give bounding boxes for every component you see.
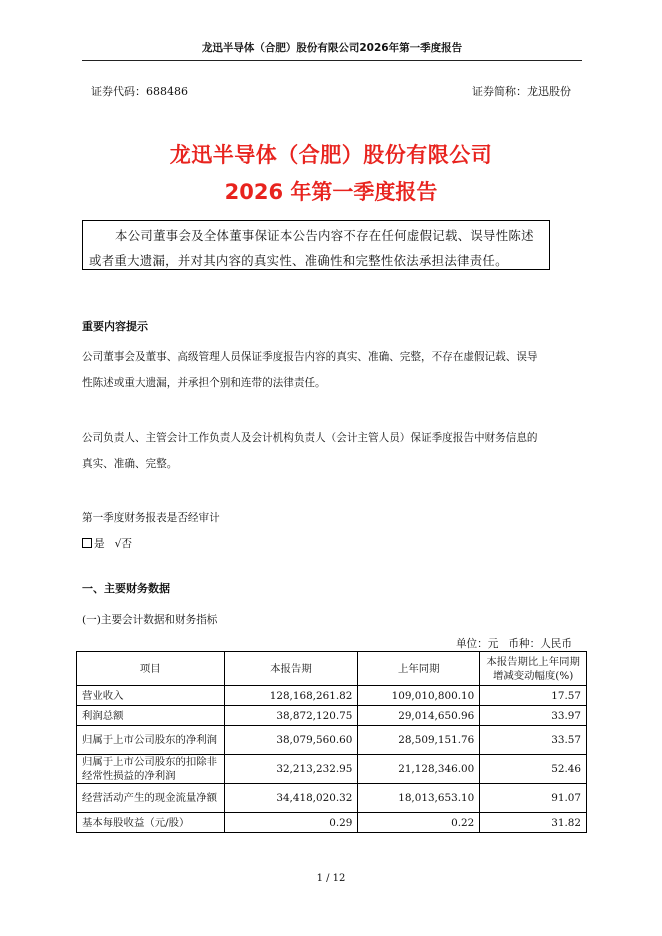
notice-line-1: 本公司董事会及全体董事保证本公告内容不存在任何虚假记载、误导性陈述 [115,228,534,243]
cell-item: 基本每股收益（元/股） [77,813,225,833]
cell-change: 91.07 [480,784,587,813]
table-row [77,686,587,706]
cell-item: 利润总额 [77,706,225,726]
cell-prior: 28,509,151.76 [358,726,480,755]
security-abbr: 证券简称：龙迅股份 [472,85,571,98]
cell-current: 32,213,232.95 [224,755,358,784]
cell-current: 0.29 [224,813,358,833]
important-title: 重要内容提示 [82,320,148,333]
checkbox-icon[interactable] [82,538,92,548]
cell-current: 38,872,120.75 [224,706,358,726]
report-title-period: 2026 年第一季度报告 [224,180,438,204]
table-header-row [77,652,587,686]
running-header: 龙迅半导体（合肥）股份有限公司2026年第一季度报告 [82,40,582,61]
cell-prior: 29,014,650.96 [358,706,480,726]
cell-item: 营业收入 [77,686,225,706]
para2-line-2: 真实、准确、完整。 [82,458,178,470]
para1-line-2: 性陈述或重大遗漏，并承担个别和连带的法律责任。 [82,377,326,389]
cell-current: 38,079,560.60 [224,726,358,755]
board-notice-box [82,220,550,270]
section-1-title: 一、主要财务数据 [82,582,170,595]
checkmark-icon: √ [114,538,122,550]
para1-line-1: 公司董事会及董事、高级管理人员保证季度报告内容的真实、准确、完整，不存在虚假记载、误导 [82,351,538,363]
subsection-1-title: (一)主要会计数据和财务指标 [82,614,218,626]
security-code-row [91,83,571,99]
audit-option-yes[interactable]: 是 [82,536,105,551]
header-current: 本报告期 [224,652,358,686]
report-title-company: 龙迅半导体（合肥）股份有限公司 [169,143,493,167]
security-code: 证券代码：688486 [91,85,188,98]
cell-item: 归属于上市公司股东的扣除非经常性损益的净利润 [77,755,225,784]
cell-item: 经营活动产生的现金流量净额 [77,784,225,813]
important-para-2 [82,425,582,477]
table-row [77,755,587,784]
cell-item: 归属于上市公司股东的净利润 [77,726,225,755]
para2-line-1: 公司负责人、主管会计工作负责人及会计机构负责人（会计主管人员）保证季度报告中财务信息的 [82,432,538,444]
cell-change: 33.57 [480,726,587,755]
cell-prior: 21,128,346.00 [358,755,480,784]
cell-prior: 0.22 [358,813,480,833]
notice-line-2: 或者重大遗漏，并对其内容的真实性、准确性和完整性依法承担法律责任。 [89,253,508,268]
cell-change: 33.97 [480,706,587,726]
financial-data-table [76,651,587,833]
cell-current: 128,168,261.82 [224,686,358,706]
table-row [77,706,587,726]
important-para-1 [82,344,582,396]
page-number: 1 / 12 [316,873,346,884]
cell-current: 34,418,020.32 [224,784,358,813]
header-change: 本报告期比上年同期增减变动幅度(%) [480,652,587,686]
table-row [77,813,587,833]
audit-options [82,536,132,551]
header-item: 项目 [77,652,225,686]
cell-change: 31.82 [480,813,587,833]
cell-change: 17.57 [480,686,587,706]
audit-option-no[interactable]: √否 [114,538,132,550]
currency-unit: 单位：元 币种：人民币 [455,638,572,650]
header-prior: 上年同期 [358,652,480,686]
table-row [77,784,587,813]
cell-prior: 18,013,653.10 [358,784,480,813]
audit-question: 第一季度财务报表是否经审计 [82,512,220,524]
table-row [77,726,587,755]
cell-prior: 109,010,800.10 [358,686,480,706]
cell-change: 52.46 [480,755,587,784]
